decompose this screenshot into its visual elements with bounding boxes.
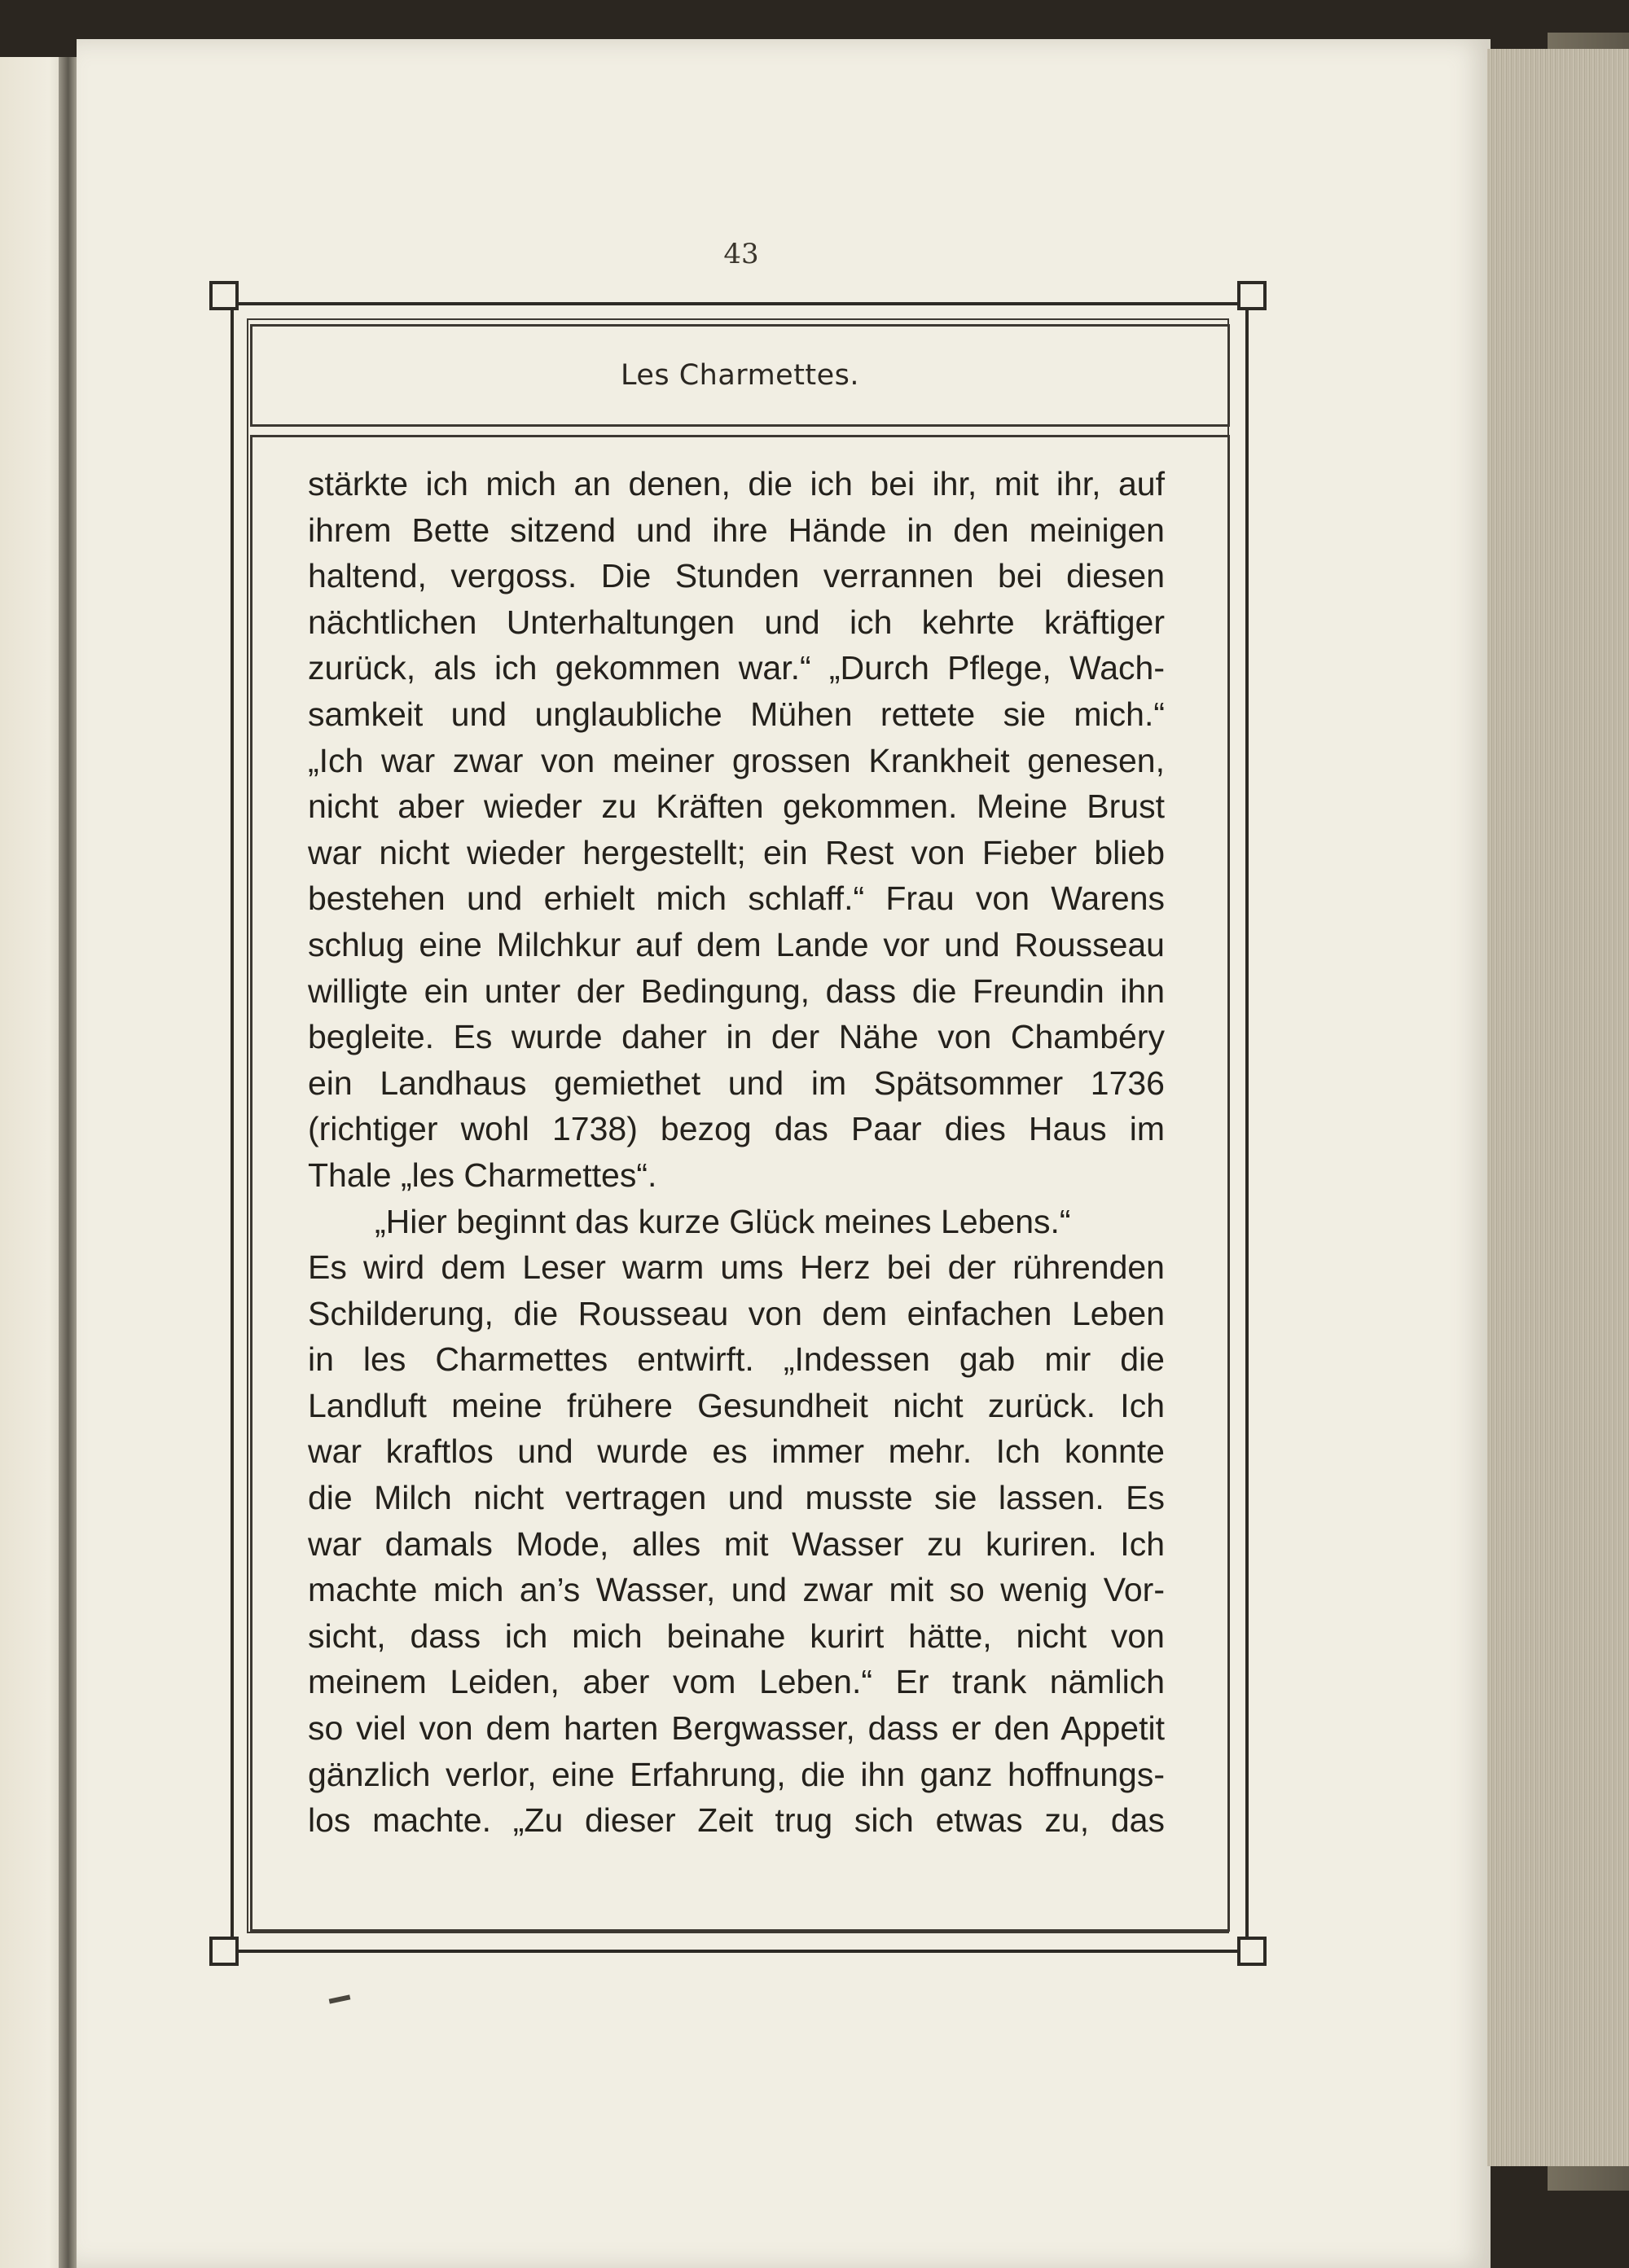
frame-corner-top-right (1237, 281, 1267, 310)
running-head-box (250, 324, 1230, 427)
text-line: „Hier beginnt das kurze Glück meines Lebens.“ (375, 1202, 1071, 1240)
text-line: zurück, als ich gekommen war.“ „Durch Pflege, Wach- (308, 649, 1165, 687)
text-line: war kraftlos und wurde es immer mehr. Ich konnte (308, 1432, 1165, 1471)
frame-corner-top-left (209, 281, 239, 310)
text-line: Landluft meine frühere Gesundheit nicht zurück. Ich (308, 1386, 1165, 1424)
body-text (308, 461, 1165, 1844)
text-line: stärkte ich mich an denen, die ich bei ihr, mit ihr, auf (308, 465, 1165, 502)
running-head: Les Charmettes. (620, 359, 860, 392)
text-line: so viel von dem harten Bergwasser, dass er den Appetit (308, 1709, 1165, 1748)
text-line: samkeit und unglaubliche Mühen rettete sie mich.“ (308, 695, 1165, 733)
text-line: war nicht wieder hergestellt; ein Rest von Fieber blieb (308, 833, 1165, 871)
text-line: haltend, vergoss. Die Stunden verrannen bei diesen (308, 557, 1165, 595)
page-number: 43 (723, 238, 759, 270)
text-line: in les Charmettes entwirft. „Indessen gab mir die (308, 1340, 1165, 1379)
text-line: „Ich war zwar von meiner grossen Krankheit genesen, (308, 741, 1165, 779)
page-fore-edge (1487, 49, 1629, 2166)
text-line: willigte ein unter der Bedingung, dass die Freundin ihn (308, 972, 1165, 1010)
text-line: begleite. Es wurde daher in der Nähe von Chambéry (308, 1018, 1165, 1056)
text-line: schlug eine Milchkur auf dem Lande vor und Rousseau (308, 925, 1165, 963)
text-line: Es wird dem Leser warm ums Herz bei der rührenden (308, 1248, 1165, 1287)
text-line: nächtlichen Unterhaltungen und ich kehrte kräftiger (308, 603, 1165, 641)
text-line: Thale „les Charmettes“. (308, 1156, 657, 1194)
text-line: gänzlich verlor, eine Erfahrung, die ihn ganz hoffnungs- (308, 1755, 1165, 1793)
text-line: nicht aber wieder zu Kräften gekommen. Meine Brust (308, 787, 1165, 826)
frame-corner-bottom-left (209, 1937, 239, 1966)
text-line: machte mich an’s Wasser, und zwar mit so wenig Vor- (308, 1571, 1165, 1609)
text-line: war damals Mode, alles mit Wasser zu kuriren. Ich (308, 1524, 1165, 1563)
text-line: sicht, dass ich mich beinahe kurirt hätte, nicht von (308, 1617, 1165, 1655)
text-line: meinem Leiden, aber vom Leben.“ Er trank nämlich (308, 1663, 1165, 1701)
text-line: (richtiger wohl 1738) bezog das Paar dies Haus im (308, 1110, 1165, 1148)
text-line: Schilderung, die Rousseau von dem einfachen Leben (308, 1294, 1165, 1332)
text-line: los machte. „Zu dieser Zeit trug sich etwas zu, das (308, 1801, 1165, 1840)
frame-corner-bottom-right (1237, 1937, 1267, 1966)
text-line: die Milch nicht vertragen und musste sie lassen. Es (308, 1479, 1165, 1517)
text-line: ein Landhaus gemiethet und im Spätsommer 1736 (308, 1064, 1165, 1102)
text-line: ihrem Bette sitzend und ihre Hände in den meinigen (308, 511, 1165, 549)
text-line: bestehen und erhielt mich schlaff.“ Frau von Warens (308, 880, 1165, 918)
